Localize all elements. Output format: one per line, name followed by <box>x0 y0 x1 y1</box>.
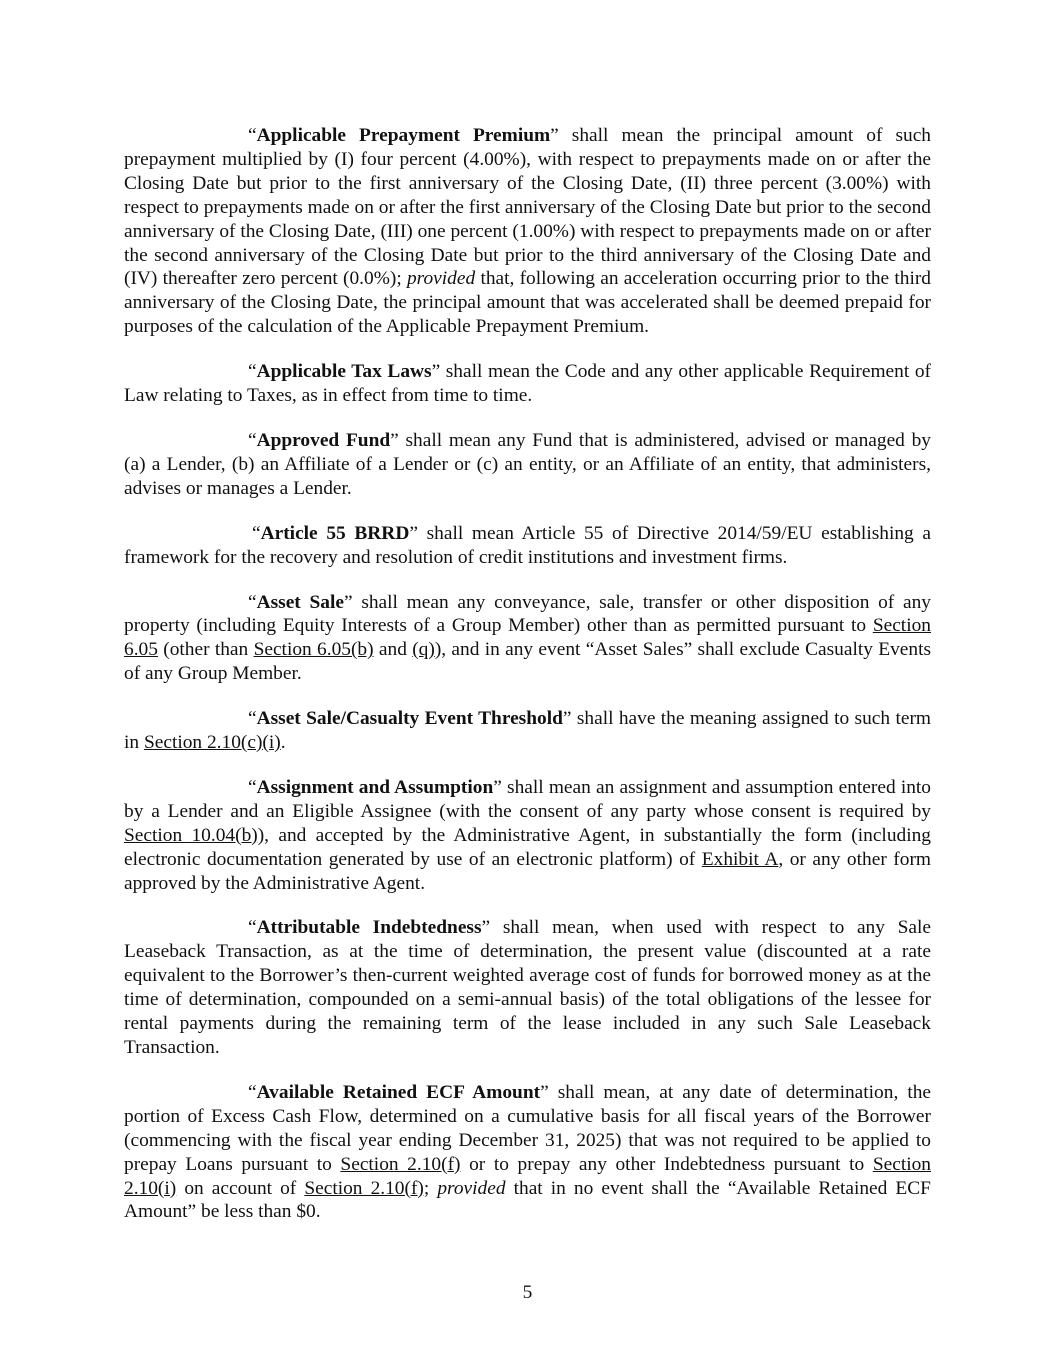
definition-applicable-prepayment-premium: “Applicable Prepayment Premium” shall mean the principal amount of such prepayment multiplied by (I) four percent (4.00%), with respect to prepayments made on or after the Closing Date but prior to the first anniversary of the Closing Date, (II) three percent (3.00%) with respect to prepayments made on or after the first anniversary of the Closing Date but prior to the second anniversary of the Closing Date, (III) one percent (1.00%) with respect to prepayments made on or after the second anniversary of the Closing Date but prior to the third anniversary of the Closing Date and (IV) thereafter zero percent (0.0%); provided that, following an acceleration occurring prior to the third anniversary of the Closing Date, the principal amount that was accelerated shall be deemed prepaid for purposes of the calculation of the Applicable Prepayment Premium. <box>124 125 932 338</box>
section-reference: Section 2.10(f) <box>340 1153 461 1175</box>
definition-asset-sale: “Asset Sale” shall mean any conveyance, sale, transfer or other disposition of any property (including Equity Interests of a Group Member) other than as permitted pursuant to Section 6.05 (other than Section 6.05(b) and (q)), and in any event “Asset Sales” shall exclude Casualty Events of any Group Member. <box>124 591 931 685</box>
section-reference: Section 2.10(c)(i) <box>143 732 281 754</box>
definition-asset-sale-casualty-event-threshold: “Asset Sale/Casualty Event Threshold” shall have the meaning assigned to such term in Section 2.10(c)(i). <box>124 708 931 754</box>
definition-attributable-indebtedness: “Attributable Indebtedness” shall mean, when used with respect to any Sale Leaseback Transaction, as at the time of determination, the present value (discounted at a rate equivalent to the Borrower’s then-current weighted average cost of funds for borrowed money as at the time of determination, compounded on a semi-annual basis) of the total obligations of the lessee for rental payments during the remaining term of the lease included in any such Sale Leaseback Transaction. <box>124 917 931 1058</box>
defined-term: Article 55 BRRD <box>260 522 410 544</box>
definition-available-retained-ecf-amount: “Available Retained ECF Amount” shall mean, at any date of determination, the portion of Excess Cash Flow, determined on a cumulative basis for all fiscal years of the Borrower (commencing with the fiscal year ending December 31, 2025) that was not required to be applied to prepay Loans pursuant to Section 2.10(f) or to prepay any other Indebtedness pursuant to Section 2.10(i) on account of Section 2.10(f); provided that in no event shall the “Available Retained ECF Amount” be less than $0. <box>124 1081 932 1223</box>
section-reference: Section 6.05(b) <box>253 639 374 661</box>
page-number: 5 <box>522 1282 533 1303</box>
section-reference: Section 2.10(f) <box>304 1177 424 1199</box>
definition-approved-fund: “Approved Fund” shall mean any Fund that is administered, advised or managed by (a) a Lender, (b) an Affiliate of a Lender or (c) an entity, or an Affiliate of an entity, that administers, advises or manages a Lender. <box>124 429 931 499</box>
defined-term: Assignment and Assumption <box>256 776 494 798</box>
defined-term: Approved Fund <box>256 429 391 451</box>
exhibit-reference: Exhibit A <box>701 848 779 870</box>
definition-applicable-tax-laws: “Applicable Tax Laws” shall mean the Code and any other applicable Requirement of Law relating to Taxes, as in effect from time to time. <box>124 361 931 407</box>
section-reference: Section 2.10(i) <box>124 1153 931 1199</box>
defined-term: Asset Sale/Casualty Event Threshold <box>256 708 563 730</box>
section-reference: Section 6.05 <box>124 615 931 661</box>
defined-term: Applicable Prepayment Premium <box>256 125 551 146</box>
section-reference: Section 10.04(b) <box>124 824 258 846</box>
defined-term: Attributable Indebtedness <box>256 917 482 939</box>
defined-term: Asset Sale <box>256 591 344 613</box>
document-page <box>124 124 931 1245</box>
definition-article-55-brrd: “Article 55 BRRD” shall mean Article 55 of Directive 2014/59/EU establishing a framework for the recovery and resolution of credit institutions and investment firms. <box>124 522 931 568</box>
definition-assignment-and-assumption: “Assignment and Assumption” shall mean an assignment and assumption entered into by a Lender and an Eligible Assignee (with the consent of any party whose consent is required by Section 10.04(b)), and accepted by the Administrative Agent, in substantially the form (including electronic documentation generated by use of an electronic platform) of Exhibit A, or any other form approved by the Administrative Agent. <box>124 776 931 894</box>
defined-term: Applicable Tax Laws <box>256 361 432 383</box>
section-reference: (q) <box>412 639 435 661</box>
defined-term: Available Retained ECF Amount <box>256 1081 541 1103</box>
